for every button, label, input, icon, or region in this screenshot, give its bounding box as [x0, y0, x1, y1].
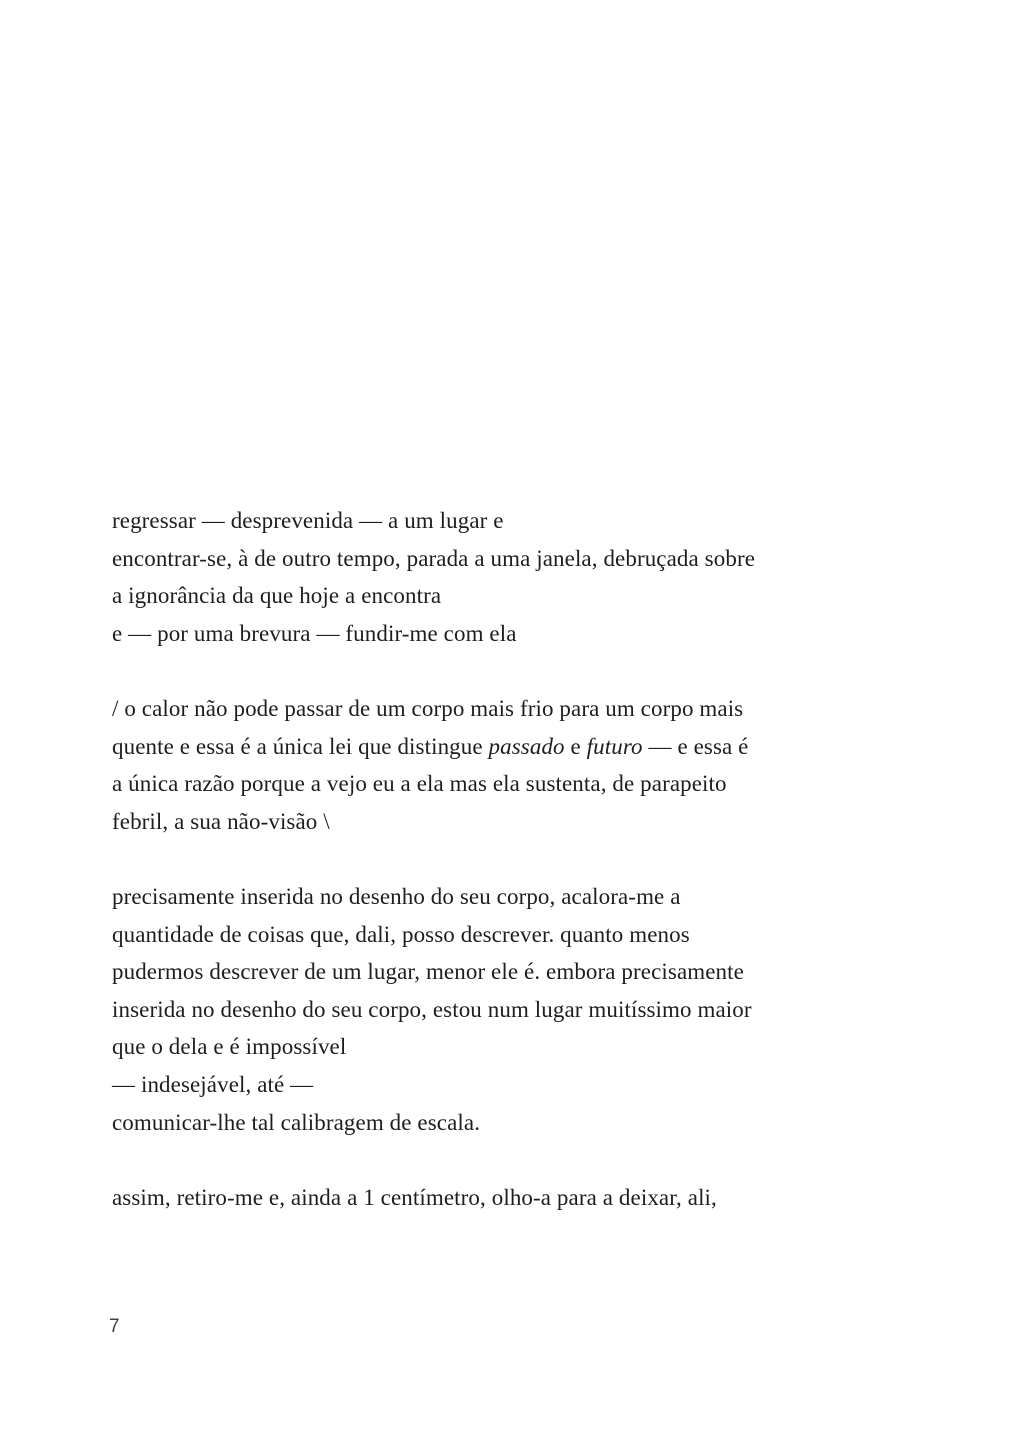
poem-line: precisamente inserida no desenho do seu corpo, acalora-me a [112, 883, 681, 909]
stanza-1 [112, 502, 892, 652]
poem-line [112, 728, 892, 766]
poem-line: e — por uma brevura — fundir-me com ela [112, 620, 517, 646]
line-segment: e [564, 733, 587, 759]
stanza-4 [112, 1179, 892, 1217]
poem-line: a ignorância da que hoje a encontra [112, 583, 442, 609]
poem-line: comunicar-lhe tal calibragem de escala. [112, 1109, 481, 1135]
line-segment: — e essa é [642, 733, 749, 759]
stanza-3 [112, 878, 892, 1141]
poem-text [112, 502, 892, 1254]
poem-line: quantidade de coisas que, dali, posso descrever. quanto menos [112, 921, 690, 947]
poem-line: pudermos descrever de um lugar, menor ele é. embora precisamente [112, 959, 744, 985]
stanza-2 [112, 690, 892, 840]
poem-line: regressar — desprevenida — a um lugar e [112, 508, 504, 533]
poem-line: a única razão porque a vejo eu a ela mas ela sustenta, de parapeito [112, 771, 727, 797]
poem-line: / o calor não pode passar de um corpo mais frio para um corpo mais [112, 695, 744, 721]
page-number: 7 [109, 1316, 120, 1337]
italic-word-passado: passado [488, 733, 565, 759]
poem-line: assim, retiro-me e, ainda a 1 centímetro, olho-a para a deixar, ali, [112, 1184, 717, 1210]
line-segment: quente e essa é a única lei que distingue [112, 733, 489, 759]
italic-word-futuro: futuro [586, 733, 643, 759]
poem-line: — indesejável, até — [112, 1071, 314, 1097]
poem-line: encontrar-se, à de outro tempo, parada a uma janela, debruçada sobre [112, 545, 756, 571]
poem-line: inserida no desenho do seu corpo, estou num lugar muitíssimo maior [112, 996, 752, 1022]
poem-line: febril, a sua não-visão \ [112, 808, 330, 834]
poem-line: que o dela e é impossível [112, 1034, 347, 1060]
